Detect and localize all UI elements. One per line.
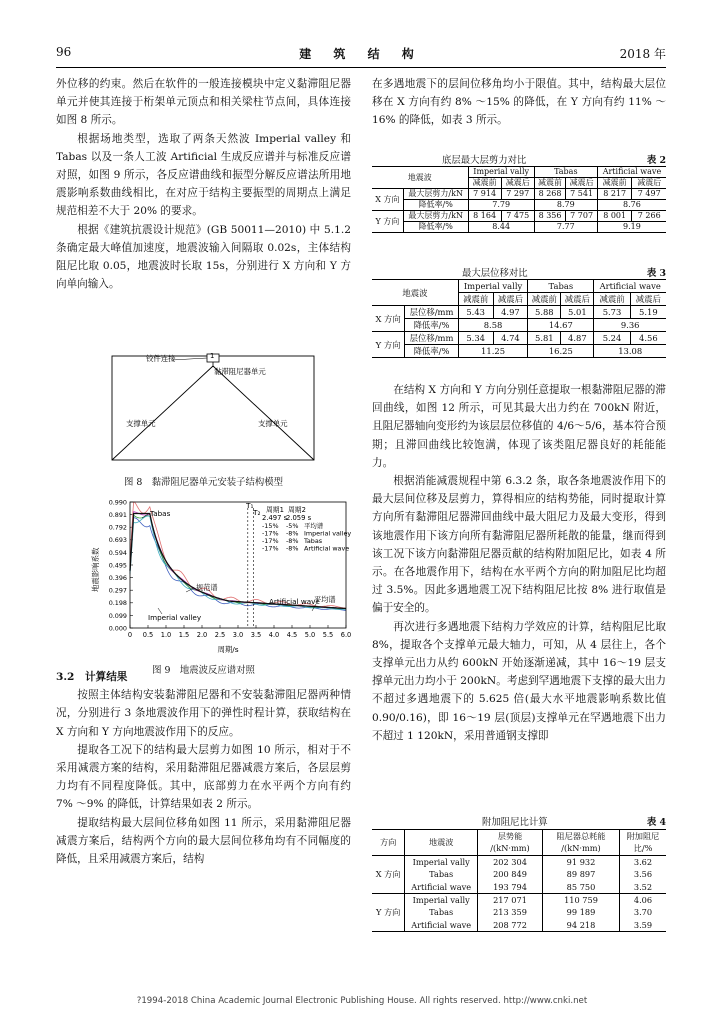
table-row (372, 894, 666, 907)
legend-cell: Imperial valley (304, 529, 352, 538)
table-subheader: 减震前 (594, 293, 630, 306)
header-rule (56, 67, 666, 68)
y-tick-label: 0.297 (108, 586, 127, 595)
legend-cell: -17% (262, 529, 279, 538)
table-cell: 4.06 (620, 894, 667, 907)
table-cell: 213 359 (478, 906, 543, 918)
table-cell: 8.76 (597, 200, 666, 211)
row-label: 降低率/% (403, 200, 468, 211)
table-cell: 193 794 (478, 881, 543, 894)
table-header: 阻尼器总耗能 /(kN·mm) (543, 830, 620, 856)
legend-period1-value: 2.497 s (262, 514, 288, 522)
legend-cell: 平均谱 (304, 522, 324, 530)
table-cell: 8 164 (468, 211, 501, 222)
table-row (372, 306, 666, 319)
table-cell: Imperial vally (405, 855, 478, 868)
table-cell: 3.59 (620, 919, 667, 932)
right-truss-label: 支撑单元 (258, 419, 288, 428)
y-tick-label: 0.000 (108, 624, 127, 633)
x-tick-label: 0.5 (142, 631, 154, 639)
y-tick-label: 0.396 (108, 574, 127, 582)
table-header: 方向 (372, 830, 405, 856)
table-cell: 16.25 (528, 345, 594, 358)
table-row (372, 189, 666, 200)
y-tick-label: 0.099 (108, 611, 127, 620)
legend-cell: Tabas (304, 537, 323, 545)
row-label: 降低率/% (403, 222, 468, 233)
x-tick-label: 6.0 (340, 631, 352, 639)
table-cell: 7.79 (468, 200, 534, 211)
table-cell: Artificial wave (405, 919, 478, 932)
table-cell: 8 268 (534, 189, 566, 200)
row-direction: Y 方向 (372, 894, 405, 932)
table-row (372, 319, 666, 332)
table-cell: 5.73 (594, 306, 630, 319)
table-cell: 13.08 (594, 345, 666, 358)
table-cell: 5.01 (561, 306, 594, 319)
journal-title: 建 筑 结 构 (299, 47, 423, 61)
legend-head-period1: 周期1 (266, 506, 284, 514)
table-cell: 5.19 (630, 306, 666, 319)
t2-label: T₂ (253, 508, 261, 517)
table-header: Imperial vally (468, 167, 534, 178)
table-cell: 85 750 (543, 881, 620, 894)
table-3-title: 最大层位移对比 (462, 268, 528, 279)
legend-period2-value: 2.059 s (286, 514, 312, 522)
left-column-top (56, 75, 351, 293)
figure-8-substructure-model (110, 352, 316, 464)
table-cell: Imperial vally (405, 894, 478, 907)
t1-label: T₁ (246, 501, 254, 510)
table-subheader: 减震前 (528, 293, 561, 306)
x-tick-label: 5.5 (322, 631, 334, 639)
legend-head-period2: 周期2 (288, 506, 306, 514)
table-subheader: 减震后 (501, 178, 534, 189)
row-label: 降低率/% (405, 345, 459, 358)
table-3-number: 表 3 (646, 268, 666, 279)
table-row (372, 332, 666, 345)
table-header: 地震波 (405, 830, 478, 856)
legend-cell: Artificial wave (304, 544, 350, 553)
x-tick-label: 4.0 (268, 631, 280, 639)
table-row (372, 211, 666, 222)
x-tick-label: 4.5 (286, 631, 298, 639)
page-number: 96 (56, 45, 72, 59)
table-cell: 11.25 (458, 345, 528, 358)
table-cell: 89 897 (543, 868, 620, 880)
legend-cell: -8% (286, 529, 299, 538)
table-row (372, 919, 666, 932)
table-cell: 3.62 (620, 855, 667, 868)
paragraph: 根据消能减震规程中第 6.3.2 条，取各条地震波作用下的最大层间位移及层剪力，算得相应的结构势能，同时提取计算方向所有黏滞阻尼器滞回曲线中最大阻尼力及最大变形，得到该地震作用下该方向所有黏滞阻尼器所耗散的能量，继而得到该工况下该方向黏滞阻尼器贡献的结构附加阻尼比，如表 4 所示。在各地震作用下，结构在水平两个方向的附加阻尼比均超过 3.5%。因此多遇地震工况下结构阻尼比按 8% 进行取值是偏于安全的。 (372, 475, 666, 615)
table-header: Tabas (534, 167, 597, 178)
table-row (372, 222, 666, 233)
section-heading: 3.2 计算结果 (56, 671, 128, 683)
table-subheader: 减震后 (630, 293, 666, 306)
table-cell: 208 772 (478, 919, 543, 932)
table-2 (372, 166, 666, 233)
table-subheader: 减震后 (493, 293, 528, 306)
damper-label: 黏滞阻尼器单元 (214, 367, 266, 376)
table-cell: 4.97 (493, 306, 528, 319)
legend-cell: -5% (286, 522, 299, 530)
table-header: Artificial wave (594, 280, 666, 293)
table-cell: 200 849 (478, 868, 543, 880)
y-tick-label: 0.792 (108, 523, 127, 532)
table-cell: 8.58 (458, 319, 528, 332)
plot-frame (130, 502, 346, 628)
x-tick-label: 3.5 (250, 631, 262, 639)
table-header: 地震波 (372, 167, 468, 189)
table-subheader: 减震前 (597, 178, 632, 189)
table-row (372, 855, 666, 868)
paragraph: 再次进行多遇地震下结构力学效应的计算，结构阻尼比取 8%，提取各个支撑单元最大轴力，可知，从 4 层往上，各个支撑单元出力从约 600kN 开始逐渐递减，其中 16～19 层支撑单元出力均小于 200kN。考虑到罕遇地震下支撑的最大出力不超过多遇地震下的 5.625 倍(最大水平地震影响系数比值 0.90/0.16)，即 16～19 层(顶层)支撑单元在罕遇地震下出力不超过 1 120kN，采用普通钢支撑即 (372, 620, 666, 742)
x-tick-label: 2.5 (214, 631, 226, 639)
table-cell: 5.43 (458, 306, 493, 319)
table-subheader: 减震前 (468, 178, 501, 189)
right-truss-line (213, 366, 314, 460)
table-cell: 7 541 (566, 189, 598, 200)
left-column-bottom (56, 668, 351, 868)
row-label: 层位移/mm (405, 332, 459, 345)
row-direction: X 方向 (372, 855, 405, 893)
table-row (372, 881, 666, 894)
table-cell: Tabas (405, 868, 478, 880)
y-tick-label: 0.495 (108, 561, 127, 570)
table-3 (372, 279, 666, 358)
table-cell: 14.67 (528, 319, 594, 332)
x-axis-label: 周期/s (217, 645, 239, 654)
curve-label-imperial: Imperial valley (148, 613, 202, 622)
table-cell: 8.44 (468, 222, 534, 233)
table-cell: 8 356 (534, 211, 566, 222)
row-label: 降低率/% (405, 319, 459, 332)
node-number: 1 (210, 352, 215, 360)
paragraph: 在结构 X 方向和 Y 方向分别任意提取一根黏滞阻尼器的滞回曲线，如图 12 所示，可见其最大出力约在 700kN 附近，且阻尼器轴向变形约为该层层位移值的 4/6～5/6，基本符合预期；且滞回曲线比较饱满，体现了该类阻尼器良好的耗能能力。 (372, 384, 666, 469)
table-row (372, 906, 666, 918)
table-4-title: 附加阻尼比计算 (482, 817, 548, 828)
hinge-leader (172, 358, 207, 360)
table-header: Artificial wave (597, 167, 666, 178)
paragraph: 提取结构最大层间位移角如图 11 所示，采用黏滞阻尼器减震方案后，结构两个方向的最大层间位移角均有不同幅度的降低，且采用减震方案后，结构 (56, 816, 351, 866)
paragraph: 外位移的约束。然后在软件的一般连接模块中定义黏滞阻尼器单元并使其连接于桁架单元顶点和相关梁柱节点间，具体连接如图 8 所示。 (56, 78, 351, 127)
left-truss-line (112, 366, 213, 460)
right-column-top (372, 75, 666, 130)
row-label: 层位移/mm (405, 306, 459, 319)
table-cell: 3.56 (620, 868, 667, 880)
table-header: Imperial vally (458, 280, 528, 293)
legend-cell: -17% (262, 544, 279, 553)
table-header: 地震波 (372, 280, 458, 306)
table-cell: 202 304 (478, 855, 543, 868)
figure-9-caption: 图 9 地震波反应谱对照 (152, 665, 255, 676)
curve-label-spec: 规范谱 (196, 583, 218, 592)
y-tick-label: 0.693 (108, 536, 127, 545)
table-cell: 110 759 (543, 894, 620, 907)
frame-border (112, 356, 314, 460)
table-cell: 5.24 (594, 332, 630, 345)
row-direction: X 方向 (372, 189, 403, 211)
legend (262, 505, 351, 553)
table-cell: 7 297 (501, 189, 534, 200)
table-4 (372, 829, 666, 932)
paragraph: 按照主体结构安装黏滞阻尼器和不安装黏滞阻尼器两种情况，分别进行 3 条地震波作用下的弹性时程计算，获取结构在 X 方向和 Y 方向地震波作用下的反应。 (56, 689, 351, 738)
legend-cell: -8% (286, 544, 299, 553)
copyright-footer: ?1994-2018 China Academic Journal Electronic Publishing House. All rights reserved. http://www.cnki.net (136, 996, 588, 1006)
table-row (372, 200, 666, 211)
table-header: 附加阻尼 比/% (620, 830, 667, 856)
table-cell: 8 217 (597, 189, 632, 200)
table-cell: 7 266 (632, 211, 666, 222)
legend-cell: -8% (286, 537, 299, 545)
table-subheader: 减震后 (561, 293, 594, 306)
curve-label-avg: 平均谱 (314, 595, 336, 604)
x-tick-label: 2.0 (196, 631, 208, 639)
x-tick-label: 1.0 (160, 631, 172, 639)
table-4-number: 表 4 (646, 817, 666, 828)
hinge-label: 铰件连接 (146, 354, 176, 363)
table-cell: 217 071 (478, 894, 543, 907)
table-cell: 9.36 (594, 319, 666, 332)
legend-cell: -15% (262, 522, 279, 530)
table-2-title: 底层最大层剪力对比 (442, 155, 527, 166)
table-cell: 7 707 (566, 211, 598, 222)
y-tick-label: 0.891 (108, 511, 127, 519)
row-direction: Y 方向 (372, 211, 403, 233)
table-cell: 5.88 (528, 306, 561, 319)
table-row (372, 868, 666, 880)
y-tick-label: 0.198 (108, 599, 127, 608)
paragraph: 根据场地类型，选取了两条天然波 Imperial valley 和 Tabas 以及一条人工波 Artificial 生成反应谱并与标准反应谱对照，如图 9 所示，各反应谱曲线和振型分解反应谱法所用地震影响系数曲线相比，在对应于结构主要振型的周期点上满足规范相差不大于 20% 的要求。 (56, 132, 351, 218)
table-2-number: 表 2 (646, 155, 666, 166)
table-cell: 8 001 (597, 211, 632, 222)
row-label: 最大层剪力/kN (403, 211, 468, 222)
y-tick-label: 0.990 (108, 498, 127, 507)
table-subheader: 减震前 (534, 178, 566, 189)
table-cell: 7.77 (534, 222, 597, 233)
table-cell: 91 932 (543, 855, 620, 868)
journal-year: 2018 年 (619, 47, 666, 61)
table-cell: 94 218 (543, 919, 620, 932)
table-subheader: 减震后 (566, 178, 598, 189)
table-cell: 5.81 (528, 332, 561, 345)
legend-cell: -17% (262, 537, 279, 545)
table-cell: 9.19 (597, 222, 666, 233)
x-tick-label: 3.0 (232, 631, 244, 639)
table-cell: 7 475 (501, 211, 534, 222)
x-tick-label: 0 (127, 631, 133, 639)
right-column-middle (372, 381, 666, 745)
x-tick-label: 1.5 (178, 631, 190, 639)
table-cell: 5.34 (458, 332, 493, 345)
table-cell: 99 189 (543, 906, 620, 918)
left-truss-label: 支撑单元 (126, 419, 156, 428)
table-header: Tabas (528, 280, 594, 293)
table-cell: 7 914 (468, 189, 501, 200)
table-subheader: 减震前 (458, 293, 493, 306)
curve-label-tabas: Tabas (150, 509, 171, 518)
table-subheader: 减震后 (632, 178, 666, 189)
table-cell: 4.87 (561, 332, 594, 345)
row-direction: Y 方向 (372, 332, 405, 358)
table-cell: 3.52 (620, 881, 667, 894)
curve-label-artificial: Artificial wave (269, 597, 320, 606)
x-tick-label: 5.0 (304, 631, 316, 639)
table-cell: Tabas (405, 906, 478, 918)
table-header: 层势能 /(kN·mm) (478, 830, 543, 856)
table-cell: 4.56 (630, 332, 666, 345)
paragraph: 根据《建筑抗震设计规范》(GB 50011—2010) 中 5.1.2 条确定最大峰值加速度，地震波输入间隔取 0.02s，主体结构阻尼比取 0.05，地震波时长取 15s，分别进行 X 方向和 Y 方向单向输入。 (56, 223, 351, 291)
table-cell: 7 497 (632, 189, 666, 200)
table-row (372, 345, 666, 358)
y-tick-label: 0.594 (108, 548, 127, 557)
table-cell: Artificial wave (405, 881, 478, 894)
table-cell: 4.74 (493, 332, 528, 345)
paragraph: 在多遇地震下的层间位移角均小于限值。其中，结构最大层位移在 X 方向有约 8% ～15% 的降低，在 Y 方向有约 11% ～16% 的降低，如表 3 所示。 (372, 78, 666, 127)
table-cell: 3.70 (620, 906, 667, 918)
row-label: 最大层剪力/kN (403, 189, 468, 200)
paragraph: 提取各工况下的结构最大层剪力如图 10 所示，相对于不采用减震方案的结构，采用黏滞阻尼器减震方案后，各层层剪力均有不同程度降低。其中，底部剪力在水平两个方向有约 7% ～9% 的降低，计算结果如表 2 所示。 (56, 743, 351, 811)
row-direction: X 方向 (372, 306, 405, 332)
y-axis-label: 地震影响系数 (91, 547, 100, 592)
table-cell: 8.79 (534, 200, 597, 211)
figure-8-caption: 图 8 黏滞阻尼器单元安装子结构模型 (124, 477, 283, 488)
figure-9-response-spectra (86, 496, 356, 656)
page-header (56, 45, 666, 63)
